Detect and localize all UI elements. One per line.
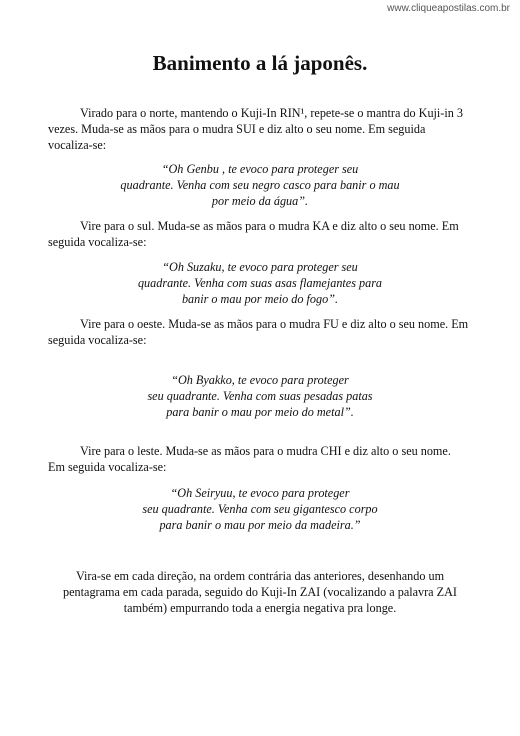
invocation-line: quadrante. Venha com seu negro casco para banir o mau (120, 178, 400, 192)
instruction-line: seguida vocaliza-se: (48, 235, 147, 249)
instruction-line: Vire para o sul. Muda-se as mãos para o mudra KA e diz alto o seu nome. Em (80, 219, 459, 233)
instruction-line: Em seguida vocaliza-se: (48, 460, 167, 474)
closing-line: Vira-se em cada direção, na ordem contrária das anteriores, desenhando um (75, 569, 445, 583)
instruction-line: vocaliza-se: (48, 138, 107, 152)
instruction-line: vezes. Muda-se as mãos para o mudra SUI e diz alto o seu nome. Em seguida (48, 122, 426, 136)
invocation-byakko (0, 372, 520, 420)
invocation-line: para banir o mau por meio da madeira.” (159, 518, 361, 532)
invocation-line: seu quadrante. Venha com suas pesadas patas (147, 389, 373, 403)
invocation-line: “Oh Seiryuu, te evoco para proteger (170, 486, 350, 500)
instruction-line: seguida vocaliza-se: (48, 333, 147, 347)
instruction-north (48, 105, 472, 153)
invocation-genbu (0, 161, 520, 209)
closing-paragraph (48, 568, 472, 616)
invocation-line: banir o mau por meio do fogo”. (181, 292, 339, 306)
site-watermark: www.cliqueapostilas.com.br (387, 3, 510, 14)
instruction-line: Vire para o leste. Muda-se as mãos para o mudra CHI e diz alto o seu nome. (80, 444, 451, 458)
invocation-seiryuu (0, 485, 520, 533)
invocation-line: seu quadrante. Venha com seu gigantesco corpo (142, 502, 378, 516)
closing-line: pentagrama em cada parada, seguido do Kuji-In ZAI (vocalizando a palavra ZAI (63, 585, 457, 599)
invocation-line: “Oh Suzaku, te evoco para proteger seu (162, 260, 358, 274)
instruction-west (48, 316, 472, 348)
invocation-line: “Oh Byakko, te evoco para proteger (171, 373, 349, 387)
closing-line: também) empurrando toda a energia negativa pra longe. (123, 601, 397, 615)
instruction-south (48, 218, 472, 250)
instruction-line: Vire para o oeste. Muda-se as mãos para o mudra FU e diz alto o seu nome. Em (80, 317, 469, 331)
invocation-suzaku (0, 259, 520, 307)
invocation-line: quadrante. Venha com suas asas flamejantes para (137, 276, 383, 290)
invocation-line: para banir o mau por meio do metal”. (166, 405, 354, 419)
invocation-line: “Oh Genbu , te evoco para proteger seu (161, 162, 359, 176)
instruction-east (48, 443, 472, 475)
instruction-line: Virado para o norte, mantendo o Kuji-In RIN¹, repete-se o mantra do Kuji-in 3 (80, 106, 463, 120)
page-title: Banimento a lá japonês. (152, 51, 368, 75)
invocation-line: por meio da água”. (211, 194, 309, 208)
